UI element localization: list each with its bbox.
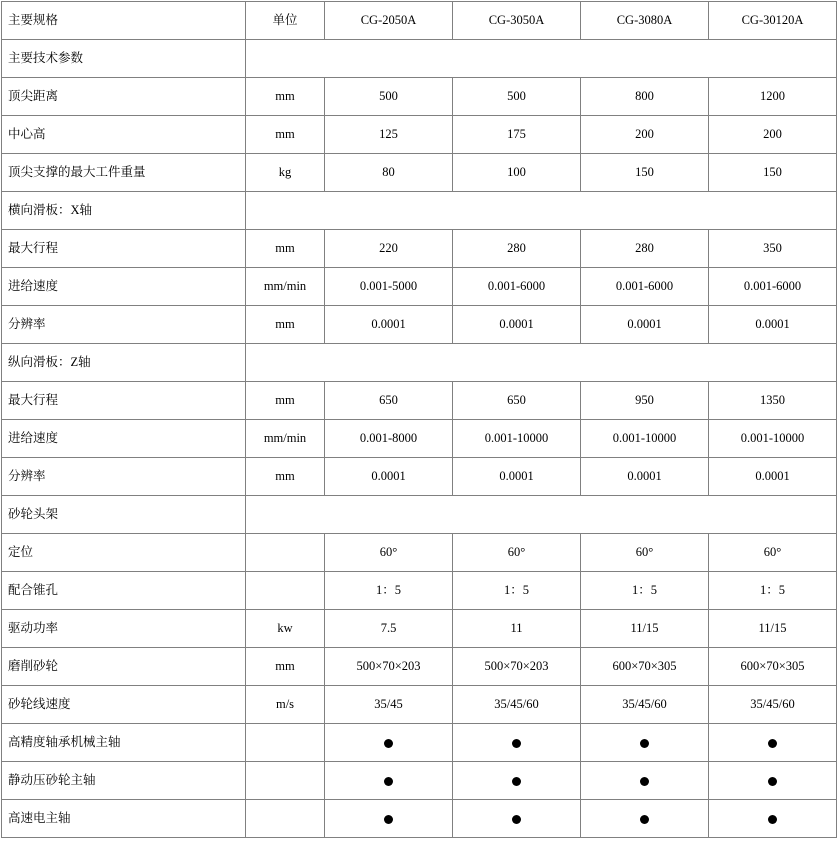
feature-dot bbox=[709, 724, 837, 762]
row-value: 0.001-5000 bbox=[325, 268, 453, 306]
row-value: 7.5 bbox=[325, 610, 453, 648]
section-empty-cell bbox=[246, 344, 837, 382]
row-unit: mm bbox=[246, 230, 325, 268]
column-header-3: CG-3050A bbox=[453, 2, 581, 40]
section-label: 纵向滑板：Z轴 bbox=[2, 344, 246, 382]
feature-dot bbox=[709, 762, 837, 800]
row-value: 0.001-6000 bbox=[453, 268, 581, 306]
specification-table bbox=[1, 1, 837, 838]
row-value: 950 bbox=[581, 382, 709, 420]
column-header-5: CG-30120A bbox=[709, 2, 837, 40]
row-value: 800 bbox=[581, 78, 709, 116]
section-label: 主要技术参数 bbox=[2, 40, 246, 78]
section-label: 横向滑板：X轴 bbox=[2, 192, 246, 230]
row-value: 1：5 bbox=[453, 572, 581, 610]
row-unit: mm bbox=[246, 458, 325, 496]
row-label: 顶尖支撑的最大工件重量 bbox=[2, 154, 246, 192]
row-value: 0.001-10000 bbox=[709, 420, 837, 458]
row-value: 35/45/60 bbox=[453, 686, 581, 724]
row-value: 0.0001 bbox=[709, 458, 837, 496]
table-row bbox=[2, 192, 837, 230]
row-label: 定位 bbox=[2, 534, 246, 572]
column-header-2: CG-2050A bbox=[325, 2, 453, 40]
table-header-row bbox=[2, 2, 837, 40]
feature-dot bbox=[325, 724, 453, 762]
filled-circle-icon bbox=[640, 815, 649, 824]
column-header-4: CG-3080A bbox=[581, 2, 709, 40]
row-label: 最大行程 bbox=[2, 230, 246, 268]
table-row bbox=[2, 762, 837, 800]
row-value: 175 bbox=[453, 116, 581, 154]
row-label: 中心高 bbox=[2, 116, 246, 154]
row-unit bbox=[246, 724, 325, 762]
filled-circle-icon bbox=[768, 739, 777, 748]
table-row bbox=[2, 572, 837, 610]
row-value: 1200 bbox=[709, 78, 837, 116]
row-unit bbox=[246, 572, 325, 610]
feature-dot bbox=[581, 800, 709, 838]
row-label: 顶尖距离 bbox=[2, 78, 246, 116]
row-label: 高速电主轴 bbox=[2, 800, 246, 838]
table-row bbox=[2, 78, 837, 116]
column-header-spec: 主要规格 bbox=[2, 2, 246, 40]
row-value: 80 bbox=[325, 154, 453, 192]
feature-dot bbox=[325, 762, 453, 800]
row-label: 静动压砂轮主轴 bbox=[2, 762, 246, 800]
row-unit: mm bbox=[246, 78, 325, 116]
row-value: 0.0001 bbox=[453, 458, 581, 496]
table-row bbox=[2, 230, 837, 268]
filled-circle-icon bbox=[512, 815, 521, 824]
row-label: 分辨率 bbox=[2, 458, 246, 496]
filled-circle-icon bbox=[768, 815, 777, 824]
feature-dot bbox=[581, 762, 709, 800]
table-row bbox=[2, 344, 837, 382]
row-value: 0.0001 bbox=[581, 458, 709, 496]
row-label: 分辨率 bbox=[2, 306, 246, 344]
row-value: 11/15 bbox=[709, 610, 837, 648]
row-value: 150 bbox=[581, 154, 709, 192]
row-value: 35/45/60 bbox=[709, 686, 837, 724]
row-unit bbox=[246, 762, 325, 800]
feature-dot bbox=[325, 800, 453, 838]
filled-circle-icon bbox=[384, 777, 393, 786]
row-value: 650 bbox=[325, 382, 453, 420]
table-row bbox=[2, 40, 837, 78]
filled-circle-icon bbox=[384, 815, 393, 824]
row-value: 150 bbox=[709, 154, 837, 192]
table-row bbox=[2, 496, 837, 534]
table-row bbox=[2, 154, 837, 192]
row-label: 砂轮线速度 bbox=[2, 686, 246, 724]
row-value: 280 bbox=[581, 230, 709, 268]
row-value: 1：5 bbox=[325, 572, 453, 610]
filled-circle-icon bbox=[384, 739, 393, 748]
row-unit: mm bbox=[246, 382, 325, 420]
row-value: 100 bbox=[453, 154, 581, 192]
row-value: 11 bbox=[453, 610, 581, 648]
row-value: 60° bbox=[453, 534, 581, 572]
table-row bbox=[2, 610, 837, 648]
filled-circle-icon bbox=[768, 777, 777, 786]
row-value: 0.0001 bbox=[453, 306, 581, 344]
row-value: 600×70×305 bbox=[581, 648, 709, 686]
row-value: 500×70×203 bbox=[453, 648, 581, 686]
row-unit: kg bbox=[246, 154, 325, 192]
row-value: 1350 bbox=[709, 382, 837, 420]
row-value: 1：5 bbox=[581, 572, 709, 610]
filled-circle-icon bbox=[640, 739, 649, 748]
section-empty-cell bbox=[246, 496, 837, 534]
row-value: 1：5 bbox=[709, 572, 837, 610]
row-value: 35/45/60 bbox=[581, 686, 709, 724]
row-label: 最大行程 bbox=[2, 382, 246, 420]
row-label: 进给速度 bbox=[2, 268, 246, 306]
table-row bbox=[2, 800, 837, 838]
row-value: 60° bbox=[581, 534, 709, 572]
table-row bbox=[2, 686, 837, 724]
row-value: 0.001-6000 bbox=[581, 268, 709, 306]
row-value: 60° bbox=[709, 534, 837, 572]
feature-dot bbox=[453, 724, 581, 762]
row-value: 0.001-6000 bbox=[709, 268, 837, 306]
table-row bbox=[2, 458, 837, 496]
row-unit: kw bbox=[246, 610, 325, 648]
table-row bbox=[2, 116, 837, 154]
row-label: 高精度轴承机械主轴 bbox=[2, 724, 246, 762]
filled-circle-icon bbox=[512, 739, 521, 748]
row-unit: mm/min bbox=[246, 420, 325, 458]
table-row bbox=[2, 268, 837, 306]
row-unit: m/s bbox=[246, 686, 325, 724]
table-row bbox=[2, 420, 837, 458]
row-value: 0.001-8000 bbox=[325, 420, 453, 458]
filled-circle-icon bbox=[512, 777, 521, 786]
row-unit: mm bbox=[246, 116, 325, 154]
column-header-1: 单位 bbox=[246, 2, 325, 40]
row-value: 0.0001 bbox=[709, 306, 837, 344]
row-value: 0.001-10000 bbox=[581, 420, 709, 458]
row-label: 配合锥孔 bbox=[2, 572, 246, 610]
row-label: 磨削砂轮 bbox=[2, 648, 246, 686]
section-empty-cell bbox=[246, 192, 837, 230]
row-value: 500×70×203 bbox=[325, 648, 453, 686]
row-label: 进给速度 bbox=[2, 420, 246, 458]
row-unit: mm bbox=[246, 648, 325, 686]
table-row bbox=[2, 306, 837, 344]
row-value: 200 bbox=[709, 116, 837, 154]
row-value: 35/45 bbox=[325, 686, 453, 724]
table-row bbox=[2, 648, 837, 686]
row-value: 280 bbox=[453, 230, 581, 268]
row-value: 650 bbox=[453, 382, 581, 420]
row-value: 600×70×305 bbox=[709, 648, 837, 686]
row-unit: mm/min bbox=[246, 268, 325, 306]
row-value: 0.0001 bbox=[581, 306, 709, 344]
row-value: 11/15 bbox=[581, 610, 709, 648]
row-value: 125 bbox=[325, 116, 453, 154]
row-value: 500 bbox=[325, 78, 453, 116]
feature-dot bbox=[453, 800, 581, 838]
row-value: 350 bbox=[709, 230, 837, 268]
row-unit: mm bbox=[246, 306, 325, 344]
row-value: 220 bbox=[325, 230, 453, 268]
table-row bbox=[2, 724, 837, 762]
table-row bbox=[2, 382, 837, 420]
row-value: 60° bbox=[325, 534, 453, 572]
row-unit bbox=[246, 534, 325, 572]
feature-dot bbox=[581, 724, 709, 762]
section-empty-cell bbox=[246, 40, 837, 78]
filled-circle-icon bbox=[640, 777, 649, 786]
row-value: 500 bbox=[453, 78, 581, 116]
table-row bbox=[2, 534, 837, 572]
feature-dot bbox=[453, 762, 581, 800]
row-unit bbox=[246, 800, 325, 838]
feature-dot bbox=[709, 800, 837, 838]
row-value: 0.0001 bbox=[325, 458, 453, 496]
row-label: 驱动功率 bbox=[2, 610, 246, 648]
row-value: 0.0001 bbox=[325, 306, 453, 344]
section-label: 砂轮头架 bbox=[2, 496, 246, 534]
row-value: 200 bbox=[581, 116, 709, 154]
row-value: 0.001-10000 bbox=[453, 420, 581, 458]
